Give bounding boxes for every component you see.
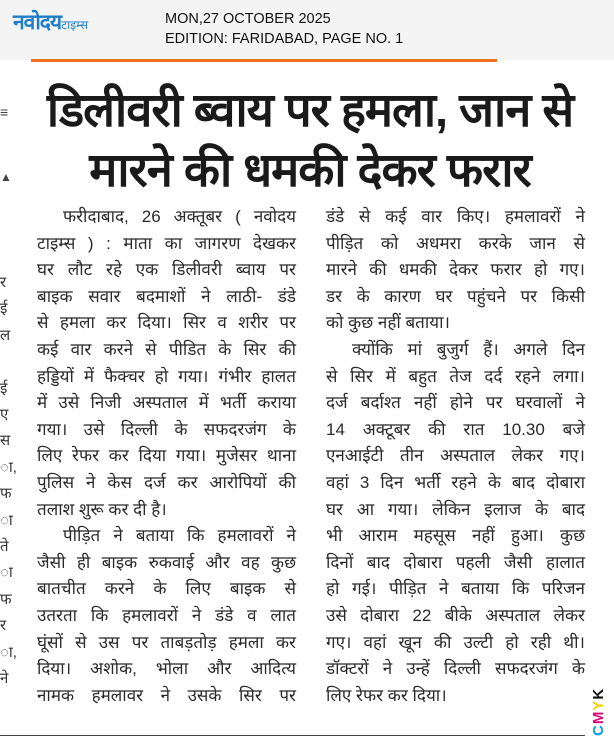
- fragment-text: [0, 349, 12, 375]
- article-line: जैसी ही बाइक रुकवाई और वह कुछ: [37, 552, 296, 572]
- edition-info: [165, 9, 403, 49]
- article-line: में उसे निजी अस्पताल में भर्ती कराया: [37, 393, 296, 413]
- article-line: एनआईटी तीन अस्पताल लेकर गए।: [326, 446, 585, 466]
- article-line: वहां 3 दिन भर्ती रहने के बाद दोबारा: [326, 472, 585, 492]
- fragment-text: ई: [0, 379, 8, 397]
- article-line: को कुछ नहीं बताया।: [326, 313, 450, 333]
- article-line: बाइक सवार बदमाशों ने लाठी- डंडे: [37, 286, 296, 306]
- article-line: मारने की धमकी देकर फरार हो गए।: [326, 260, 585, 280]
- article-line: दिया। अशोक, भोला और आदित्य: [37, 659, 296, 679]
- article-line: घूंसों से उस पर ताबड़तोड़ हमला कर: [37, 632, 296, 652]
- masthead-bar: [0, 0, 614, 60]
- article-line: डंडे से कई वार किए। हमलावरों ने: [326, 207, 585, 226]
- article-line: टाइम्स ) : माता का जागरण देखकर: [37, 233, 296, 253]
- article-line: भी आराम महसूस नहीं हुआ। कुछ: [326, 526, 585, 546]
- article-line: उतरता कि हमलावरों ने डंडे व लात: [37, 605, 296, 625]
- article-column-1: [37, 204, 296, 709]
- cmyk-m: M: [590, 710, 607, 725]
- newspaper-logo: [13, 8, 88, 36]
- article-line: डर के कारण घर पहुंचने पर किसी: [326, 286, 585, 306]
- article-line: घर आ गया। लेकिन इलाज के बाद: [326, 499, 585, 519]
- cmyk-k: K: [590, 687, 607, 700]
- article-line: गया। उसे दिल्ली के सफदरजंग के: [37, 419, 296, 439]
- article-line: दिनों बाद दोबारा पहली जैसी हालात: [326, 552, 585, 572]
- cmyk-y: Y: [590, 699, 607, 711]
- fragment-text: ई: [0, 300, 8, 318]
- edition-page: EDITION: FARIDABAD, PAGE NO. 1: [165, 31, 404, 47]
- fragment-text: स: [0, 432, 11, 450]
- logo-main: नवोदय: [13, 11, 62, 34]
- article-line: नामक हमलावर ने उसके सिर पर: [37, 685, 296, 705]
- article-line: हो गई। पीड़ित ने बताया कि परिजन: [326, 579, 585, 599]
- cmyk-c: C: [590, 724, 607, 736]
- adjacent-column-fragment: [0, 270, 17, 693]
- fragment-text: ा,: [0, 643, 17, 661]
- article-line: गए। वहां खून की उल्टी हो रही थी।: [326, 632, 585, 652]
- article-line: हड्डियों में फैक्चर हो गया। गंभीर हालत: [37, 366, 296, 386]
- logo-sub: टाइम्स: [61, 18, 89, 32]
- article-line: क्योंकि मां बुजुर्ग हैं। अगले दिन: [352, 339, 585, 359]
- headline-line: डिलीवरी ब्वाय पर हमला, जान से: [46, 83, 574, 136]
- fragment-text: र: [0, 274, 7, 291]
- article-line: से हमला कर दिया। सिर व शरीर पर: [37, 313, 296, 333]
- headline: [30, 80, 590, 200]
- bottom-rule: [0, 735, 585, 736]
- menu-icon: ≡: [0, 104, 9, 120]
- fragment-text: र: [0, 617, 7, 635]
- article-line: से सिर में बहुत तेज दर्द रहने लगा।: [326, 366, 585, 386]
- article-line: लिए रेफर कर दिया गया। मुजेसर थाना: [37, 446, 296, 466]
- fragment-text: ने: [0, 670, 9, 688]
- article-line: तलाश शुरू कर दी है।: [37, 499, 167, 519]
- fragment-text: फ: [0, 590, 12, 608]
- fragment-mark: ▲: [0, 170, 12, 184]
- article-line: डॉक्टरों ने उन्हें दिल्ली सफदरजंग के: [326, 659, 585, 679]
- headline-line: मारने की धमकी देकर फरार: [89, 143, 531, 196]
- cmyk-registration-mark: [590, 676, 607, 736]
- article-line: 14 अक्टूबर की रात 10.30 बजे: [326, 419, 585, 439]
- publication-date: MON,27 OCTOBER 2025: [165, 11, 331, 27]
- orange-divider: [31, 59, 497, 62]
- article-line: पुलिस ने केस दर्ज कर आरोपियों की: [37, 472, 296, 492]
- article-column-2: [326, 204, 585, 709]
- article-line: दर्ज बर्दाश्त नहीं होने पर घरवालों ने: [326, 393, 585, 413]
- article-line: लिए रेफर कर दिया।: [326, 685, 447, 705]
- fragment-text: ा: [0, 564, 13, 582]
- fragment-text: ए: [0, 406, 9, 424]
- fragment-text: फ: [0, 485, 12, 503]
- article-line: घर लौट रहे एक डिलीवरी ब्वाय पर: [37, 260, 296, 280]
- article-line: उसे दोबारा 22 बीके अस्पताल लेकर: [326, 605, 585, 625]
- fragment-text: ल: [0, 326, 11, 344]
- article-line: पीड़ित को अधमरा करके जान से: [326, 233, 585, 253]
- article-line: पीड़ित ने बताया कि हमलावरों ने: [63, 526, 296, 546]
- article-line: कई वार करने से पीडित के सिर की: [37, 339, 296, 359]
- article-line: बातचीत करने के लिए बाइक से: [37, 579, 296, 599]
- fragment-text: ा: [0, 511, 13, 529]
- article-line: फरीदाबाद, 26 अक्तूबर ( नवोदय: [63, 207, 296, 226]
- fragment-text: ा,: [0, 458, 17, 476]
- fragment-text: ते: [0, 538, 9, 556]
